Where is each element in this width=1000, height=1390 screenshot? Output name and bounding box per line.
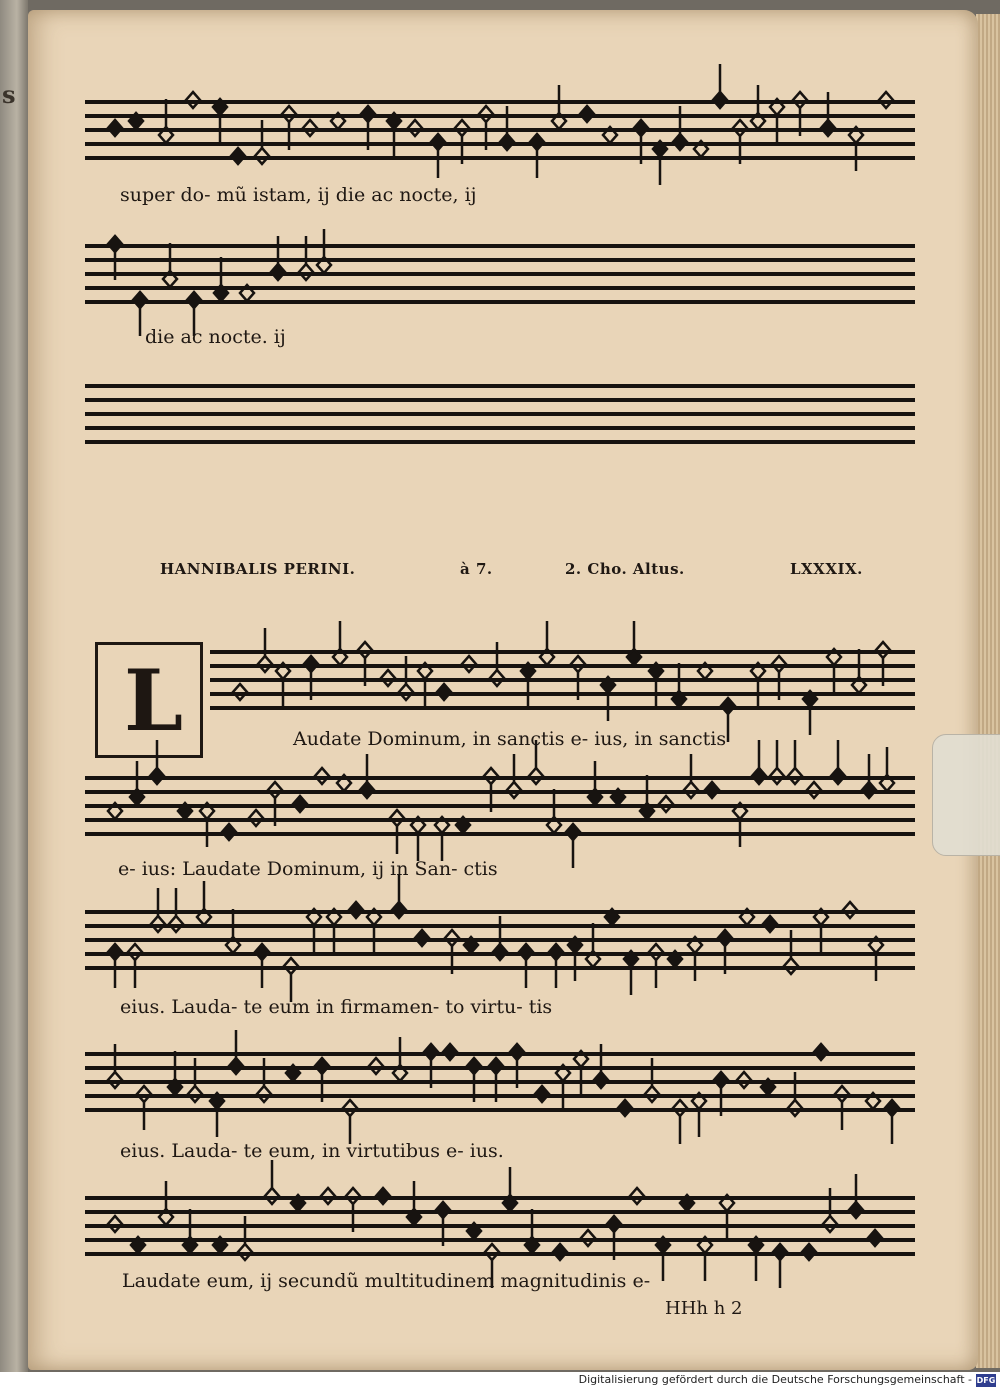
note — [276, 663, 290, 707]
note — [770, 99, 784, 143]
note — [718, 930, 732, 974]
note — [108, 803, 122, 819]
note — [286, 1065, 300, 1081]
note — [566, 824, 580, 868]
note — [214, 257, 228, 301]
initial-letter: L — [124, 651, 184, 750]
note — [490, 642, 504, 686]
folio-number: LXXXIX. — [790, 560, 863, 578]
note — [327, 909, 341, 953]
note — [128, 944, 142, 988]
note — [751, 663, 765, 707]
note — [519, 944, 533, 988]
note — [443, 1044, 457, 1060]
note — [315, 1058, 329, 1102]
note — [556, 1065, 570, 1109]
note — [763, 916, 777, 932]
note — [108, 1044, 122, 1088]
note — [265, 1160, 279, 1204]
footer-credit: Digitalisierung gefördert durch die Deutsche Forschungsgemeinschaft - — [578, 1373, 972, 1386]
note — [880, 747, 894, 791]
staff-6 — [85, 1052, 915, 1112]
note — [547, 789, 561, 833]
note — [159, 99, 173, 143]
note — [445, 930, 459, 974]
note — [684, 754, 698, 798]
note — [549, 944, 563, 988]
note — [749, 1237, 763, 1281]
note — [788, 740, 802, 784]
note — [733, 120, 747, 164]
note — [303, 120, 317, 136]
note — [321, 1188, 335, 1204]
note — [843, 902, 857, 918]
note — [784, 930, 798, 974]
staff-2 — [85, 244, 915, 304]
empty-staff — [85, 384, 915, 444]
note — [668, 951, 682, 967]
note — [692, 1093, 706, 1137]
note — [503, 1167, 517, 1211]
note — [553, 1244, 567, 1260]
note — [510, 1044, 524, 1088]
note — [151, 888, 165, 932]
note — [530, 134, 544, 178]
note — [159, 1181, 173, 1225]
note — [467, 1058, 481, 1102]
note — [659, 796, 673, 812]
note — [437, 684, 451, 700]
note — [376, 1188, 390, 1204]
notes-staff-7 — [85, 1166, 915, 1286]
note — [479, 106, 493, 150]
note — [271, 236, 285, 280]
note — [862, 754, 876, 798]
note — [634, 120, 648, 164]
note — [793, 92, 807, 136]
note — [740, 909, 754, 925]
note — [178, 803, 192, 819]
note — [656, 1237, 670, 1281]
note — [645, 1058, 659, 1102]
note — [455, 120, 469, 164]
note — [535, 1086, 549, 1102]
note — [653, 141, 667, 185]
note — [168, 1051, 182, 1095]
note — [408, 120, 422, 136]
note — [393, 1037, 407, 1081]
note — [885, 1100, 899, 1144]
note — [601, 677, 615, 721]
lyric-row-5: eius. Lauda- te eum in firmamen- to virtu- tis — [120, 996, 553, 1018]
notes-staff-6 — [85, 1022, 915, 1142]
note — [672, 663, 686, 707]
note — [849, 127, 863, 171]
note — [714, 1072, 728, 1116]
note — [361, 106, 375, 150]
note — [415, 930, 429, 946]
note — [788, 1072, 802, 1116]
note — [761, 1079, 775, 1095]
note — [649, 944, 663, 988]
signature-mark: HHh h 2 — [665, 1298, 743, 1319]
note — [238, 1216, 252, 1260]
note — [150, 740, 164, 784]
note — [694, 141, 708, 157]
note — [367, 909, 381, 953]
note — [249, 810, 263, 826]
note — [240, 285, 254, 301]
note — [186, 92, 200, 108]
note — [436, 1202, 450, 1246]
staff-1 — [85, 100, 915, 160]
note — [255, 120, 269, 164]
note — [390, 810, 404, 854]
note — [605, 909, 619, 925]
note — [673, 106, 687, 150]
note — [464, 937, 478, 953]
note — [258, 628, 272, 672]
note — [529, 740, 543, 784]
footer-bar — [0, 1372, 1000, 1390]
staff-4 — [85, 776, 915, 836]
note — [737, 1072, 751, 1088]
note — [387, 113, 401, 157]
note — [456, 817, 470, 833]
lyric-row-6: eius. Lauda- te eum, in virtutibus e- ius. — [120, 1140, 504, 1162]
note — [866, 1093, 880, 1109]
note — [571, 656, 585, 700]
note — [802, 1244, 816, 1260]
lyric-row-3: Audate Dominum, in sanctis e- ius, in sanctis — [293, 728, 727, 750]
note — [210, 1093, 224, 1137]
notes-staff-4 — [85, 746, 915, 866]
note — [431, 134, 445, 178]
note — [331, 113, 345, 129]
note — [835, 1086, 849, 1130]
note — [108, 944, 122, 988]
note — [337, 775, 351, 791]
lyric-row-1: super do- mũ istam, ij die ac nocte, ij — [120, 184, 477, 206]
note — [733, 803, 747, 847]
note — [852, 649, 866, 693]
note — [568, 937, 582, 981]
note — [493, 916, 507, 960]
note — [772, 656, 786, 700]
note — [213, 1237, 227, 1253]
note — [293, 796, 307, 812]
note — [197, 881, 211, 925]
note — [282, 106, 296, 150]
note — [349, 902, 363, 918]
note — [627, 621, 641, 665]
note — [213, 99, 227, 143]
page-stack-edge — [976, 14, 1000, 1368]
note — [823, 1188, 837, 1232]
note — [868, 1230, 882, 1246]
lyric-row-4: e- ius: Laudate Dominum, ij in San- ctis — [118, 858, 498, 880]
notes-staff-2 — [85, 214, 345, 334]
note — [346, 1188, 360, 1232]
note — [705, 782, 719, 798]
note — [255, 944, 269, 988]
note — [169, 888, 183, 932]
note — [411, 817, 425, 861]
note — [226, 909, 240, 953]
lyric-row-2: die ac nocte. ij — [145, 326, 286, 348]
note — [130, 761, 144, 805]
note — [814, 1044, 828, 1060]
note — [525, 1209, 539, 1253]
part-name: 2. Cho. Altus. — [565, 560, 685, 578]
note — [594, 1044, 608, 1088]
note — [698, 663, 712, 679]
note — [315, 768, 329, 784]
note — [137, 1086, 151, 1130]
note — [343, 1100, 357, 1144]
note — [500, 106, 514, 150]
notes-staff-5 — [85, 880, 915, 1000]
note — [304, 656, 318, 700]
note — [831, 740, 845, 784]
note — [624, 951, 638, 995]
voices-count: à 7. — [460, 560, 493, 578]
notes-staff-1 — [85, 70, 915, 190]
note — [392, 874, 406, 918]
note — [713, 64, 727, 108]
note — [588, 761, 602, 805]
note — [580, 106, 594, 122]
note — [435, 817, 449, 861]
note — [360, 754, 374, 798]
note — [827, 649, 841, 693]
note — [673, 1100, 687, 1144]
note — [603, 127, 617, 143]
note — [618, 1100, 632, 1116]
note — [581, 1230, 595, 1246]
note — [233, 684, 247, 700]
staff-7 — [85, 1196, 915, 1256]
note — [540, 621, 554, 665]
note — [649, 663, 663, 707]
spine-mark: s — [2, 80, 16, 109]
note — [521, 663, 535, 707]
note — [108, 1216, 122, 1232]
note — [129, 113, 143, 129]
note — [752, 740, 766, 784]
lyric-row-7: Laudate eum, ij secundũ multitudinem magnitudinis e- — [122, 1270, 651, 1292]
note — [770, 740, 784, 784]
note — [108, 236, 122, 280]
note — [611, 789, 625, 805]
note — [200, 803, 214, 847]
note — [462, 656, 476, 672]
note — [307, 909, 321, 953]
note — [358, 642, 372, 686]
decorated-initial — [95, 642, 203, 758]
note — [369, 1058, 383, 1074]
note — [108, 120, 122, 136]
note — [299, 236, 313, 280]
note — [163, 243, 177, 287]
note — [231, 148, 245, 164]
note — [222, 824, 236, 840]
note — [574, 1051, 588, 1095]
staff-5 — [85, 910, 915, 970]
note — [291, 1195, 305, 1211]
note — [418, 663, 432, 707]
note — [876, 642, 890, 686]
note — [268, 782, 282, 826]
staff-3 — [210, 650, 915, 710]
note — [381, 670, 395, 686]
note — [467, 1223, 481, 1239]
note — [424, 1044, 438, 1088]
note — [333, 621, 347, 665]
note — [183, 1209, 197, 1253]
bookmark-tab — [932, 734, 1000, 856]
note — [489, 1058, 503, 1102]
note — [803, 691, 817, 735]
dfg-logo: DFG — [976, 1376, 996, 1385]
note — [507, 754, 521, 798]
note — [131, 1237, 145, 1253]
note — [680, 1195, 694, 1211]
note — [552, 85, 566, 129]
note — [484, 768, 498, 812]
note — [607, 1216, 621, 1260]
note — [773, 1244, 787, 1288]
note — [586, 923, 600, 967]
note — [698, 1237, 712, 1281]
note — [317, 229, 331, 273]
note — [879, 92, 893, 108]
note — [188, 1058, 202, 1102]
notes-staff-3 — [210, 620, 915, 740]
note — [407, 1181, 421, 1225]
note — [849, 1174, 863, 1218]
note — [399, 656, 413, 700]
composer-heading: HANNIBALIS PERINI. — [160, 560, 356, 578]
note — [640, 775, 654, 819]
note — [630, 1188, 644, 1204]
note — [821, 92, 835, 136]
note — [869, 937, 883, 981]
note — [257, 1058, 271, 1102]
note — [688, 937, 702, 981]
note — [229, 1030, 243, 1074]
adjacent-book-spine — [0, 0, 28, 1372]
note — [720, 1195, 734, 1239]
note — [751, 85, 765, 129]
note — [807, 782, 821, 798]
note — [814, 909, 828, 953]
